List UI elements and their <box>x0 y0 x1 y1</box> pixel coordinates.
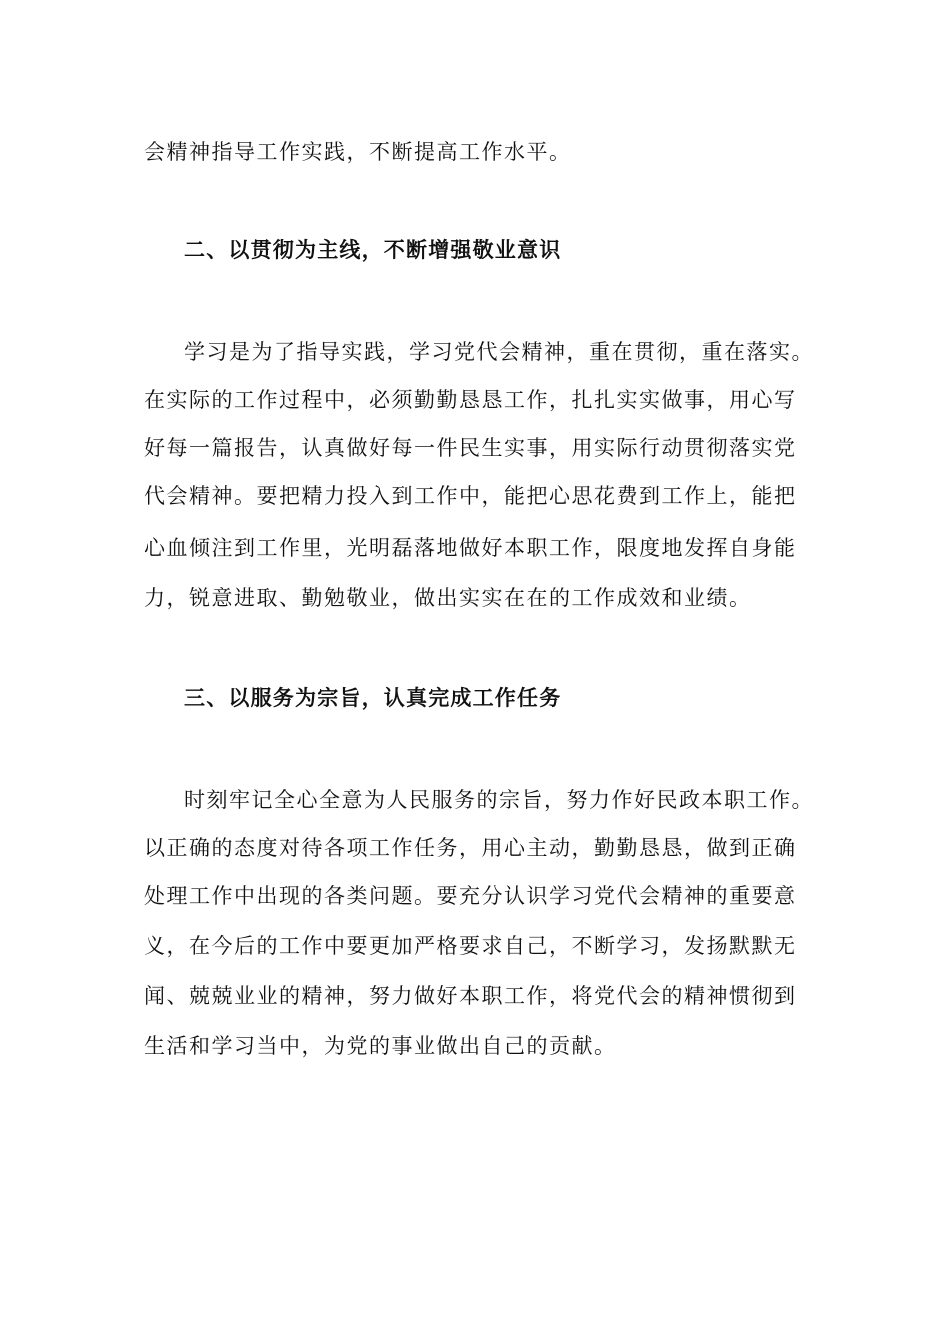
section-3-line: 时刻牢记全心全意为人民服务的宗旨，努力作好民政本职工作。 <box>184 788 814 812</box>
section-2-line: 代会精神。要把精力投入到工作中，能把心思花费到工作上，能把 <box>144 484 797 508</box>
section-2-line: 学习是为了指导实践，学习党代会精神，重在贯彻，重在落实。 <box>184 340 814 364</box>
section-3-line: 生活和学习当中，为党的事业做出自己的贡献。 <box>144 1034 617 1058</box>
section-3-line: 义，在今后的工作中要更加严格要求自己，不断学习，发扬默默无 <box>144 934 797 958</box>
section-3-line: 闻、兢兢业业的精神，努力做好本职工作，将党代会的精神惯彻到 <box>144 984 797 1008</box>
section-3-heading: 三、以服务为宗旨，认真完成工作任务 <box>184 685 562 710</box>
continuation-line: 会精神指导工作实践，不断提高工作水平。 <box>144 140 572 164</box>
section-2-heading: 二、以贯彻为主线，不断增强敬业意识 <box>184 237 562 262</box>
section-3-line: 以正确的态度对待各项工作任务，用心主动，勤勤恳恳，做到正确 <box>144 836 797 860</box>
section-2-line: 在实际的工作过程中，必须勤勤恳恳工作，扎扎实实做事，用心写 <box>144 388 797 412</box>
section-2-line: 心血倾注到工作里，光明磊落地做好本职工作，限度地发挥自身能 <box>144 536 797 560</box>
section-2-line: 力，锐意进取、勤勉敬业，做出实实在在的工作成效和业绩。 <box>144 586 752 610</box>
section-2-line: 好每一篇报告，认真做好每一件民生实事，用实际行动贯彻落实党 <box>144 436 797 460</box>
section-3-line: 处理工作中出现的各类问题。要充分认识学习党代会精神的重要意 <box>144 884 797 908</box>
